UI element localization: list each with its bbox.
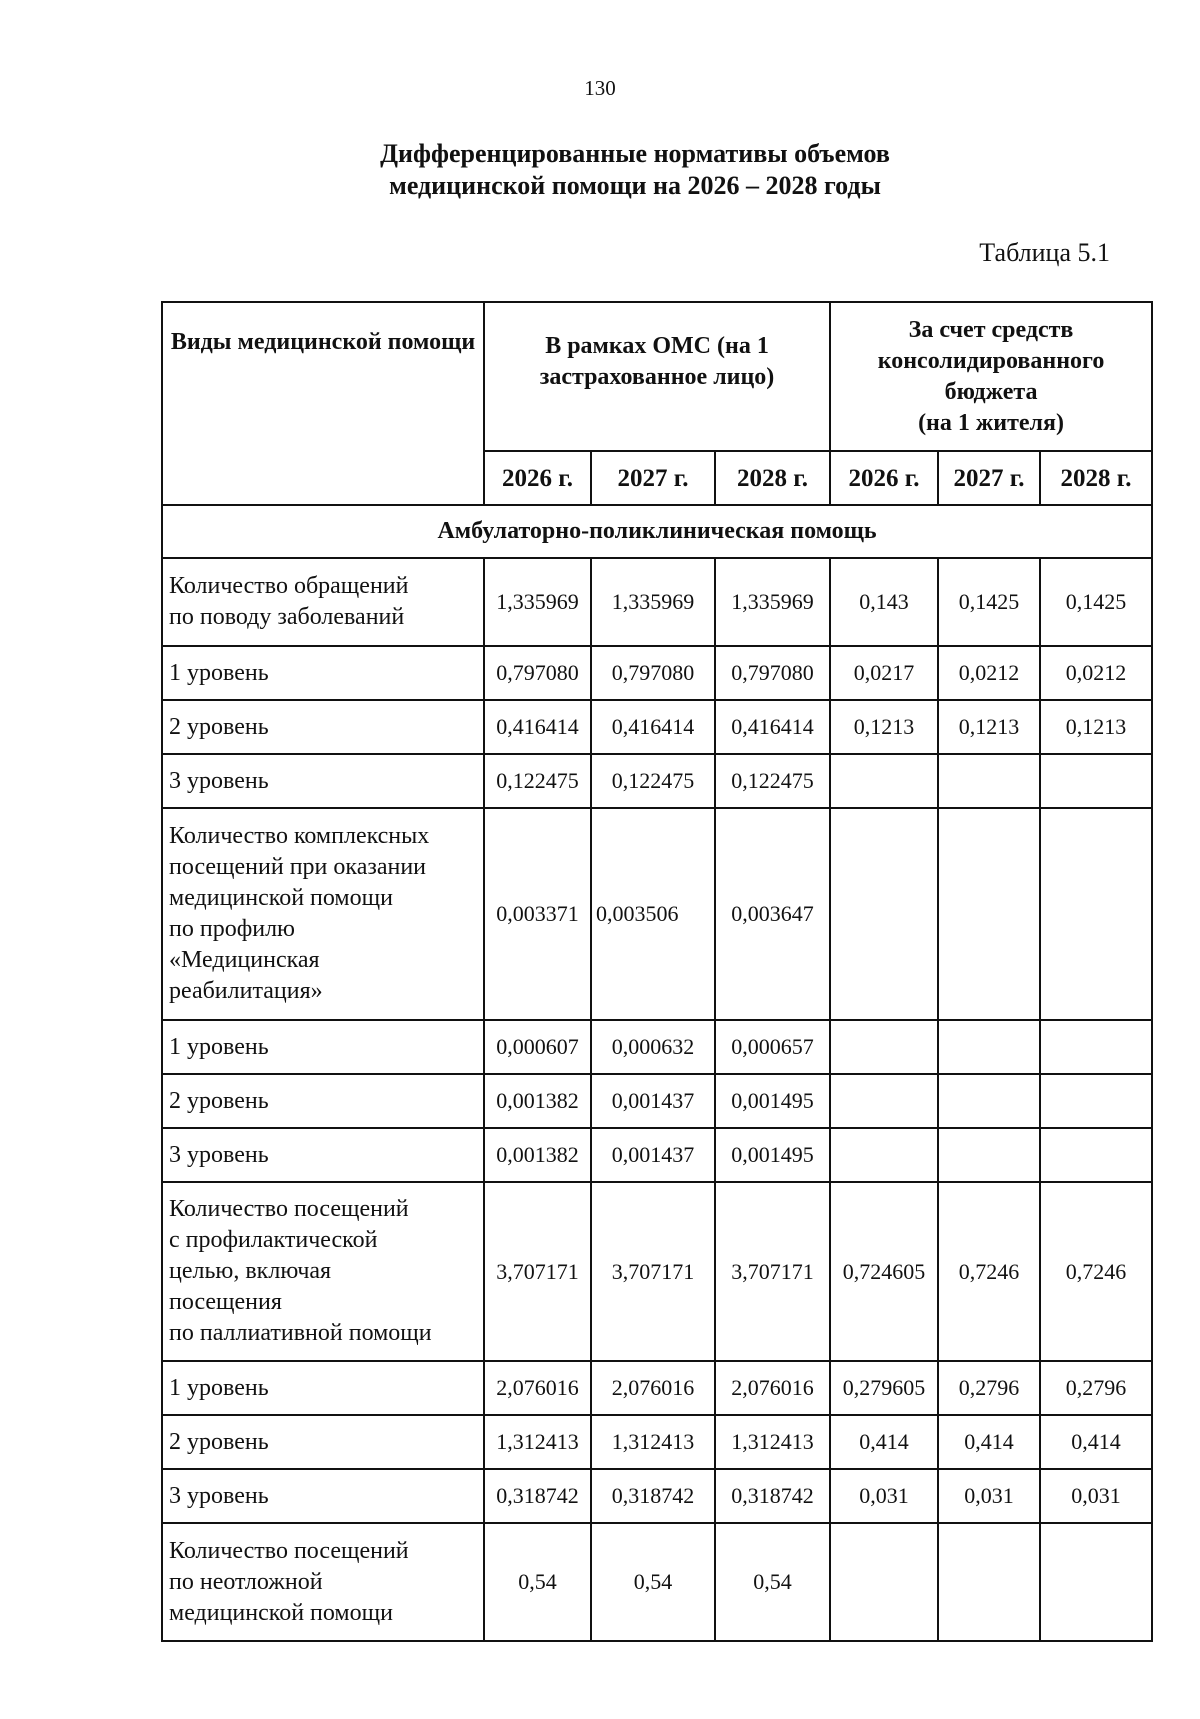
value-cell: 1,335969	[591, 558, 715, 646]
table-row	[162, 1020, 1152, 1074]
row-label-line: посещений при оказании	[169, 854, 427, 880]
row-label	[162, 700, 484, 754]
row-label	[162, 1469, 484, 1523]
header-year: 2026 г.	[830, 451, 938, 505]
row-label	[162, 1361, 484, 1415]
row-label-line: посещения	[169, 1289, 282, 1315]
value-cell: 0,54	[591, 1523, 715, 1641]
row-label-line: по паллиативной помощи	[169, 1320, 432, 1346]
value-cell: 1,312413	[484, 1415, 591, 1469]
value-cell: 0,143	[830, 558, 938, 646]
table-row	[162, 1361, 1152, 1415]
row-label	[162, 1128, 484, 1182]
row-label-line: 2 уровень	[169, 1087, 269, 1114]
value-cell	[938, 754, 1040, 808]
value-cell	[1040, 808, 1152, 1020]
value-cell: 0,797080	[484, 646, 591, 700]
header-budget-line-2: консолидированного	[877, 348, 1105, 374]
row-label-line: медицинской помощи	[169, 885, 393, 911]
row-label	[162, 1074, 484, 1128]
table-row	[162, 1128, 1152, 1182]
value-cell: 0,1213	[1040, 700, 1152, 754]
table-row	[162, 1415, 1152, 1469]
row-label-line: «Медицинская	[169, 947, 320, 973]
row-label	[162, 558, 484, 646]
table-row	[162, 1523, 1152, 1641]
header-budget-line-1: За счет средств	[908, 317, 1074, 343]
header-year: 2028 г.	[715, 451, 830, 505]
row-label-line: 2 уровень	[169, 713, 269, 740]
table-row	[162, 558, 1152, 646]
value-cell: 0,003506	[591, 808, 715, 1020]
row-label-line: Количество комплексных	[169, 823, 430, 849]
value-cell: 0,001437	[591, 1128, 715, 1182]
value-cell: 0,279605	[830, 1361, 938, 1415]
value-cell: 0,414	[938, 1415, 1040, 1469]
row-label-line: 3 уровень	[169, 1482, 269, 1509]
header-budget-line-3: бюджета	[944, 379, 1038, 405]
header-year: 2027 г.	[591, 451, 715, 505]
value-cell: 0,318742	[715, 1469, 830, 1523]
value-cell: 0,1213	[830, 700, 938, 754]
value-cell: 0,0212	[938, 646, 1040, 700]
value-cell: 2,076016	[591, 1361, 715, 1415]
title-line-2: медицинской помощи на 2026 – 2028 годы	[389, 171, 881, 200]
value-cell: 0,416414	[591, 700, 715, 754]
row-label	[162, 646, 484, 700]
row-label-line: по неотложной	[169, 1568, 323, 1595]
value-cell: 0,2796	[938, 1361, 1040, 1415]
value-cell	[1040, 754, 1152, 808]
value-cell: 0,031	[938, 1469, 1040, 1523]
value-cell: 1,312413	[715, 1415, 830, 1469]
table-row	[162, 808, 1152, 1020]
value-cell: 1,335969	[484, 558, 591, 646]
row-label-line: с профилактической	[169, 1227, 378, 1253]
value-cell	[1040, 1074, 1152, 1128]
value-cell: 3,707171	[715, 1182, 830, 1361]
value-cell	[938, 1523, 1040, 1641]
value-cell: 0,001495	[715, 1074, 830, 1128]
value-cell	[830, 1128, 938, 1182]
value-cell: 0,000607	[484, 1020, 591, 1074]
table-row	[162, 1469, 1152, 1523]
value-cell: 0,003647	[715, 808, 830, 1020]
row-label-line: по профилю	[169, 916, 295, 942]
value-cell: 0,000657	[715, 1020, 830, 1074]
value-cell: 2,076016	[715, 1361, 830, 1415]
value-cell: 0,0217	[830, 646, 938, 700]
table-row	[162, 700, 1152, 754]
header-kind: Виды медицинской помощи	[162, 302, 484, 505]
row-label-line: 3 уровень	[169, 1141, 269, 1168]
header-year: 2026 г.	[484, 451, 591, 505]
page-number: 130	[584, 76, 616, 100]
value-cell: 0,318742	[484, 1469, 591, 1523]
document-title	[0, 138, 1200, 202]
value-cell	[938, 1074, 1040, 1128]
value-cell: 2,076016	[484, 1361, 591, 1415]
value-cell: 0,1213	[938, 700, 1040, 754]
value-cell: 0,414	[1040, 1415, 1152, 1469]
value-cell: 0,031	[830, 1469, 938, 1523]
header-year: 2027 г.	[938, 451, 1040, 505]
row-label	[162, 808, 484, 1020]
value-cell: 0,031	[1040, 1469, 1152, 1523]
title-line-1: Дифференцированные нормативы объемов	[380, 139, 890, 168]
row-label-line: по поводу заболеваний	[169, 604, 405, 630]
header-budget-line-4: (на 1 жителя)	[918, 410, 1064, 436]
header-budget	[830, 302, 1152, 451]
header-year: 2028 г.	[1040, 451, 1152, 505]
row-label	[162, 1182, 484, 1361]
row-label-line: Количество посещений	[169, 1196, 409, 1222]
value-cell	[1040, 1020, 1152, 1074]
row-label	[162, 1415, 484, 1469]
table-row	[162, 754, 1152, 808]
value-cell	[938, 808, 1040, 1020]
value-cell: 0,7246	[938, 1182, 1040, 1361]
row-label	[162, 1020, 484, 1074]
value-cell: 0,001382	[484, 1074, 591, 1128]
value-cell: 0,416414	[484, 700, 591, 754]
value-cell: 0,318742	[591, 1469, 715, 1523]
value-cell	[938, 1128, 1040, 1182]
section-title: Амбулаторно-поликлиническая помощь	[162, 505, 1152, 558]
value-cell: 0,797080	[591, 646, 715, 700]
row-label-line: 1 уровень	[169, 1374, 269, 1401]
value-cell: 0,54	[484, 1523, 591, 1641]
value-cell: 1,312413	[591, 1415, 715, 1469]
row-label-line: реабилитация»	[169, 978, 323, 1004]
value-cell: 0,7246	[1040, 1182, 1152, 1361]
row-label-line: 3 уровень	[169, 767, 269, 794]
value-cell: 0,54	[715, 1523, 830, 1641]
value-cell: 0,001495	[715, 1128, 830, 1182]
value-cell: 0,0212	[1040, 646, 1152, 700]
value-cell: 0,122475	[715, 754, 830, 808]
norms-table	[161, 301, 1153, 1642]
value-cell: 0,000632	[591, 1020, 715, 1074]
header-oms: В рамках ОМС (на 1 застрахованное лицо)	[484, 302, 830, 451]
value-cell	[830, 1074, 938, 1128]
value-cell: 0,1425	[938, 558, 1040, 646]
table-row	[162, 646, 1152, 700]
table-label: Таблица 5.1	[979, 238, 1110, 267]
value-cell	[1040, 1523, 1152, 1641]
value-cell: 0,797080	[715, 646, 830, 700]
value-cell	[830, 1523, 938, 1641]
row-label-line: 1 уровень	[169, 1033, 269, 1060]
value-cell: 0,416414	[715, 700, 830, 754]
value-cell: 0,001382	[484, 1128, 591, 1182]
row-label-line: медицинской помощи	[169, 1599, 393, 1626]
value-cell	[830, 808, 938, 1020]
row-label	[162, 1523, 484, 1641]
row-label-line: 1 уровень	[169, 659, 269, 686]
value-cell: 0,122475	[591, 754, 715, 808]
value-cell: 0,724605	[830, 1182, 938, 1361]
table-row	[162, 1074, 1152, 1128]
value-cell	[1040, 1128, 1152, 1182]
value-cell: 3,707171	[484, 1182, 591, 1361]
value-cell: 1,335969	[715, 558, 830, 646]
table-row	[162, 1182, 1152, 1361]
value-cell: 0,1425	[1040, 558, 1152, 646]
row-label-line: 2 уровень	[169, 1428, 269, 1455]
row-label-line: целью, включая	[169, 1258, 332, 1284]
value-cell	[830, 1020, 938, 1074]
value-cell: 0,122475	[484, 754, 591, 808]
value-cell	[830, 754, 938, 808]
value-cell: 0,414	[830, 1415, 938, 1469]
value-cell: 3,707171	[591, 1182, 715, 1361]
row-label-line: Количество обращений	[169, 573, 409, 599]
value-cell	[938, 1020, 1040, 1074]
value-cell: 0,2796	[1040, 1361, 1152, 1415]
value-cell: 0,003371	[484, 808, 591, 1020]
row-label	[162, 754, 484, 808]
value-cell: 0,001437	[591, 1074, 715, 1128]
row-label-line: Количество посещений	[169, 1537, 409, 1564]
